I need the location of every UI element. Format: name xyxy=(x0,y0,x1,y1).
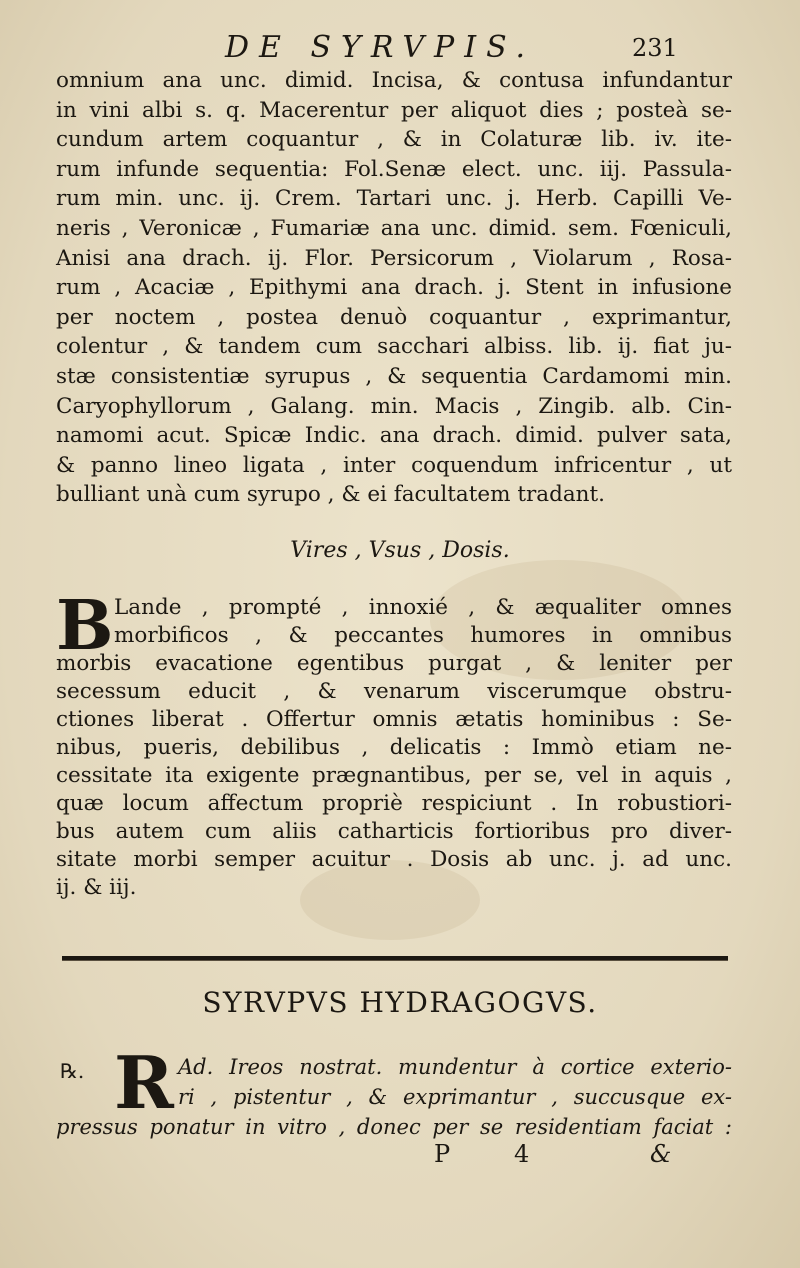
text-line: stæ consistentiæ syrupus , & sequentia Cardamomi min. xyxy=(56,363,732,389)
text-line: pressus ponatur in vitro , donec per se residentiam faciat : xyxy=(56,1115,732,1139)
recipe-paragraph xyxy=(56,1040,732,1142)
text-line: & panno lineo ligata , inter coquendum infricentur , ut xyxy=(56,452,732,478)
text-line: cessitate ita exigente prægnantibus, per se, vel in aquis , xyxy=(56,763,732,788)
text-line: Ad. Ireos nostrat. mundentur à cortice exterio- xyxy=(178,1055,732,1079)
recipe-symbol: ℞. xyxy=(60,1059,85,1083)
text-line: secessum educit , & venarum viscerumque obstru- xyxy=(56,679,732,704)
signature-number: 4 xyxy=(514,1140,530,1168)
text-line: namomi acut. Spicæ Indic. ana drach. dimid. pulver sata, xyxy=(56,423,732,449)
text-line: rum infunde sequentia: Fol.Senæ elect. unc. iij. Passula- xyxy=(56,156,732,182)
text-line: sitate morbi semper acuitur . Dosis ab unc. j. ad unc. xyxy=(56,847,732,872)
text-line: rum min. unc. ij. Crem. Tartari unc. j. Herb. Capilli Ve- xyxy=(56,186,732,212)
text-line: Lande , prompté , innoxié , & æqualiter omnes xyxy=(114,595,732,620)
text-line: morbis evacatione egentibus purgat , & leniter per xyxy=(56,651,732,676)
running-title: DE SYRVPIS. xyxy=(225,30,536,65)
text-line: Anisi ana drach. ij. Flor. Persicorum , Violarum , Rosa- xyxy=(56,245,732,271)
text-line: ij. & iij. xyxy=(56,875,137,900)
text-line: cundum artem coquantur , & in Colaturæ lib. iv. ite- xyxy=(56,127,732,153)
page-header xyxy=(0,26,800,66)
text-line: per noctem , postea denuò coquantur , exprimantur, xyxy=(56,304,732,330)
text-line: neris , Veronicæ , Fumariæ ana unc. dimid. sem. Fœniculi, xyxy=(56,215,732,241)
text-line: ri , pistentur , & exprimantur , succusque ex- xyxy=(178,1085,732,1109)
paragraph-preparation xyxy=(56,66,732,510)
text-line: in vini albi s. q. Macerentur per aliquot dies ; posteà se- xyxy=(56,97,732,123)
page-footer xyxy=(0,1140,800,1172)
paragraph-vires xyxy=(56,586,732,902)
text-line: morbificos , & peccantes humores in omnibus xyxy=(114,623,732,648)
text-line: Caryophyllorum , Galang. min. Macis , Zingib. alb. Cin- xyxy=(56,393,732,419)
page-number: 231 xyxy=(632,34,678,62)
text-line: bus autem cum aliis catharticis fortioribus pro diver- xyxy=(56,819,732,844)
text-line: quæ locum affectum propriè respiciunt . In robustiori- xyxy=(56,791,732,816)
signature-mark: P xyxy=(434,1140,451,1168)
section-title: SYRVPVS HYDRAGOGVS. xyxy=(202,986,598,1019)
text-line: nibus, pueris, debilibus , delicatis : Immò etiam ne- xyxy=(56,735,732,760)
drop-cap: B xyxy=(56,586,114,666)
text-line: omnium ana unc. dimid. Incisa, & contusa infundantur xyxy=(56,68,732,93)
subheading-vires-usus-dosis: Vires , Vsus , Dosis. xyxy=(290,538,510,563)
text-line: rum , Acaciæ , Epithymi ana drach. j. Stent in infusione xyxy=(56,275,732,301)
text-line: ctiones liberat . Offertur omnis ætatis hominibus : Se- xyxy=(56,707,732,732)
text-line: bulliant unà cum syrupo , & ei facultatem tradant. xyxy=(56,482,605,508)
text-line: colentur , & tandem cum sacchari albiss. lib. ij. fiat ju- xyxy=(56,334,732,360)
drop-cap: R xyxy=(114,1040,174,1125)
section-divider xyxy=(62,956,728,961)
catchword: & xyxy=(650,1140,672,1168)
